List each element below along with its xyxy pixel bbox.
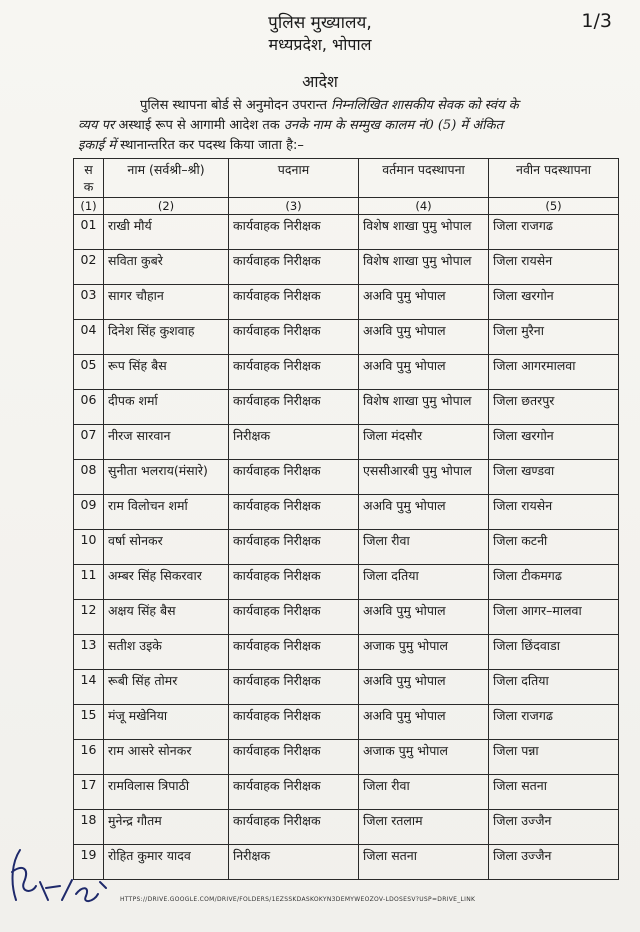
serial-cell: 19	[74, 845, 104, 880]
current-posting-cell: अजाक पुमु भोपाल	[359, 635, 489, 670]
col-number: (5)	[489, 198, 619, 215]
designation-cell: कार्यवाहक निरीक्षक	[229, 775, 359, 810]
table-row	[74, 425, 619, 460]
designation-cell: कार्यवाहक निरीक्षक	[229, 740, 359, 775]
current-posting-cell: एससीआरबी पुमु भोपाल	[359, 460, 489, 495]
intro-text-5: उनके नाम के सम्मुख कालम नं0 (5) में अंकित	[283, 118, 504, 133]
new-posting-cell: जिला आगरमालवा	[489, 355, 619, 390]
new-posting-cell: जिला सतना	[489, 775, 619, 810]
intro-text-4: अस्थाई रूप से आगामी आदेश तक	[114, 118, 284, 133]
designation-cell: निरीक्षक	[229, 425, 359, 460]
header-designation: पदनाम	[229, 159, 359, 198]
table-row	[74, 600, 619, 635]
designation-cell: कार्यवाहक निरीक्षक	[229, 285, 359, 320]
name-cell: राखी मौर्य	[104, 215, 229, 250]
name-cell: मंजू मखेनिया	[104, 705, 229, 740]
designation-cell: कार्यवाहक निरीक्षक	[229, 635, 359, 670]
current-posting-cell: अअवि पुमु भोपाल	[359, 495, 489, 530]
serial-cell: 11	[74, 565, 104, 600]
current-posting-cell: जिला दतिया	[359, 565, 489, 600]
table-row	[74, 460, 619, 495]
table-body	[74, 215, 619, 880]
col-number: (1)	[74, 198, 104, 215]
table-row	[74, 355, 619, 390]
designation-cell: कार्यवाहक निरीक्षक	[229, 320, 359, 355]
name-cell: रूबी सिंह तोमर	[104, 670, 229, 705]
serial-cell: 05	[74, 355, 104, 390]
table-row	[74, 705, 619, 740]
table-row	[74, 390, 619, 425]
new-posting-cell: जिला छतरपुर	[489, 390, 619, 425]
name-cell: रूप सिंह बैस	[104, 355, 229, 390]
table-row	[74, 215, 619, 250]
table-row	[74, 530, 619, 565]
designation-cell: कार्यवाहक निरीक्षक	[229, 495, 359, 530]
table-header-row	[74, 159, 619, 198]
serial-cell: 15	[74, 705, 104, 740]
intro-text-1: पुलिस स्थापना बोर्ड से अनुमोदन उपरान्त	[140, 98, 332, 113]
new-posting-cell: जिला रायसेन	[489, 250, 619, 285]
name-cell: सतीश उइके	[104, 635, 229, 670]
name-cell: दीपक शर्मा	[104, 390, 229, 425]
header-location: मध्यप्रदेश, भोपाल	[268, 35, 372, 54]
current-posting-cell: विशेष शाखा पुमु भोपाल	[359, 215, 489, 250]
designation-cell: कार्यवाहक निरीक्षक	[229, 460, 359, 495]
serial-cell: 14	[74, 670, 104, 705]
header-current-posting: वर्तमान पदस्थापना	[359, 159, 489, 198]
col-number: (2)	[104, 198, 229, 215]
serial-cell: 09	[74, 495, 104, 530]
transfer-table	[73, 158, 619, 880]
header-name: नाम (सर्वश्री–श्री)	[104, 159, 229, 198]
name-cell: अक्षय सिंह बैस	[104, 600, 229, 635]
name-cell: राम आसरे सोनकर	[104, 740, 229, 775]
order-title: आदेश	[302, 72, 338, 91]
intro-text-7: स्थानान्तरित कर पदस्थ किया जाता है:–	[116, 138, 304, 153]
new-posting-cell: जिला खरगोन	[489, 285, 619, 320]
table-row	[74, 635, 619, 670]
current-posting-cell: जिला रतलाम	[359, 810, 489, 845]
name-cell: नीरज सारवान	[104, 425, 229, 460]
table-row	[74, 495, 619, 530]
serial-cell: 12	[74, 600, 104, 635]
name-cell: रामविलास त्रिपाठी	[104, 775, 229, 810]
order-intro	[78, 96, 618, 156]
designation-cell: कार्यवाहक निरीक्षक	[229, 705, 359, 740]
intro-text-3: व्यय पर	[78, 118, 115, 133]
name-cell: राम विलोचन शर्मा	[104, 495, 229, 530]
serial-cell: 03	[74, 285, 104, 320]
current-posting-cell: अअवि पुमु भोपाल	[359, 670, 489, 705]
serial-cell: 06	[74, 390, 104, 425]
table-row	[74, 740, 619, 775]
current-posting-cell: जिला रीवा	[359, 530, 489, 565]
page-number: 1/3	[581, 10, 612, 32]
current-posting-cell: अजाक पुमु भोपाल	[359, 740, 489, 775]
current-posting-cell: अअवि पुमु भोपाल	[359, 320, 489, 355]
current-posting-cell: जिला सतना	[359, 845, 489, 880]
current-posting-cell: विशेष शाखा पुमु भोपाल	[359, 250, 489, 285]
table-row	[74, 250, 619, 285]
header-office: पुलिस मुख्यालय,	[268, 13, 372, 33]
new-posting-cell: जिला टीकमगढ	[489, 565, 619, 600]
serial-cell: 01	[74, 215, 104, 250]
table-row	[74, 845, 619, 880]
table-row	[74, 320, 619, 355]
serial-cell: 10	[74, 530, 104, 565]
designation-cell: कार्यवाहक निरीक्षक	[229, 250, 359, 285]
name-cell: सुनीता भलराय(मंसारे)	[104, 460, 229, 495]
new-posting-cell: जिला आगर–मालवा	[489, 600, 619, 635]
name-cell: सविता कुबरे	[104, 250, 229, 285]
serial-cell: 08	[74, 460, 104, 495]
current-posting-cell: जिला मंदसौर	[359, 425, 489, 460]
header-serial: स क	[74, 159, 104, 198]
current-posting-cell: अअवि पुमु भोपाल	[359, 355, 489, 390]
new-posting-cell: जिला छिंदवाडा	[489, 635, 619, 670]
drive-link-text: HTTPS://DRIVE.GOOGLE.COM/DRIVE/FOLDERS/1EZSSKDASKOKYN3DEMYWEOZOV-LDOSESV?USP=DRIVE_LINK	[120, 896, 476, 903]
table-row	[74, 565, 619, 600]
new-posting-cell: जिला मुरैना	[489, 320, 619, 355]
intro-text-6: इकाई में	[78, 138, 117, 153]
designation-cell: कार्यवाहक निरीक्षक	[229, 355, 359, 390]
current-posting-cell: जिला रीवा	[359, 775, 489, 810]
new-posting-cell: जिला पन्ना	[489, 740, 619, 775]
serial-cell: 02	[74, 250, 104, 285]
designation-cell: कार्यवाहक निरीक्षक	[229, 810, 359, 845]
serial-cell: 13	[74, 635, 104, 670]
table-row	[74, 670, 619, 705]
name-cell: वर्षा सोनकर	[104, 530, 229, 565]
column-number-row	[74, 198, 619, 215]
designation-cell: कार्यवाहक निरीक्षक	[229, 600, 359, 635]
designation-cell: कार्यवाहक निरीक्षक	[229, 390, 359, 425]
designation-cell: कार्यवाहक निरीक्षक	[229, 215, 359, 250]
header-new-posting: नवीन पदस्थापना	[489, 159, 619, 198]
name-cell: दिनेश सिंह कुशवाह	[104, 320, 229, 355]
designation-cell: कार्यवाहक निरीक्षक	[229, 530, 359, 565]
new-posting-cell: जिला उज्जैन	[489, 810, 619, 845]
table-row	[74, 285, 619, 320]
designation-cell: कार्यवाहक निरीक्षक	[229, 670, 359, 705]
handwritten-signature	[2, 842, 122, 912]
name-cell: अम्बर सिंह सिकरवार	[104, 565, 229, 600]
name-cell: सागर चौहान	[104, 285, 229, 320]
new-posting-cell: जिला खरगोन	[489, 425, 619, 460]
col-number: (3)	[229, 198, 359, 215]
name-cell: मुनेन्द्र गौतम	[104, 810, 229, 845]
serial-cell: 04	[74, 320, 104, 355]
serial-cell: 16	[74, 740, 104, 775]
current-posting-cell: अअवि पुमु भोपाल	[359, 285, 489, 320]
table-row	[74, 775, 619, 810]
new-posting-cell: जिला राजगढ	[489, 705, 619, 740]
serial-cell: 18	[74, 810, 104, 845]
intro-text-2: निम्नलिखित शासकीय सेवक को स्वंय के	[331, 98, 519, 113]
new-posting-cell: जिला दतिया	[489, 670, 619, 705]
table-row	[74, 810, 619, 845]
new-posting-cell: जिला उज्जैन	[489, 845, 619, 880]
current-posting-cell: विशेष शाखा पुमु भोपाल	[359, 390, 489, 425]
new-posting-cell: जिला रायसेन	[489, 495, 619, 530]
serial-cell: 17	[74, 775, 104, 810]
designation-cell: कार्यवाहक निरीक्षक	[229, 565, 359, 600]
new-posting-cell: जिला कटनी	[489, 530, 619, 565]
current-posting-cell: अअवि पुमु भोपाल	[359, 600, 489, 635]
new-posting-cell: जिला राजगढ	[489, 215, 619, 250]
new-posting-cell: जिला खण्डवा	[489, 460, 619, 495]
serial-cell: 07	[74, 425, 104, 460]
col-number: (4)	[359, 198, 489, 215]
current-posting-cell: अअवि पुमु भोपाल	[359, 705, 489, 740]
designation-cell: निरीक्षक	[229, 845, 359, 880]
name-cell: रोहित कुमार यादव	[104, 845, 229, 880]
